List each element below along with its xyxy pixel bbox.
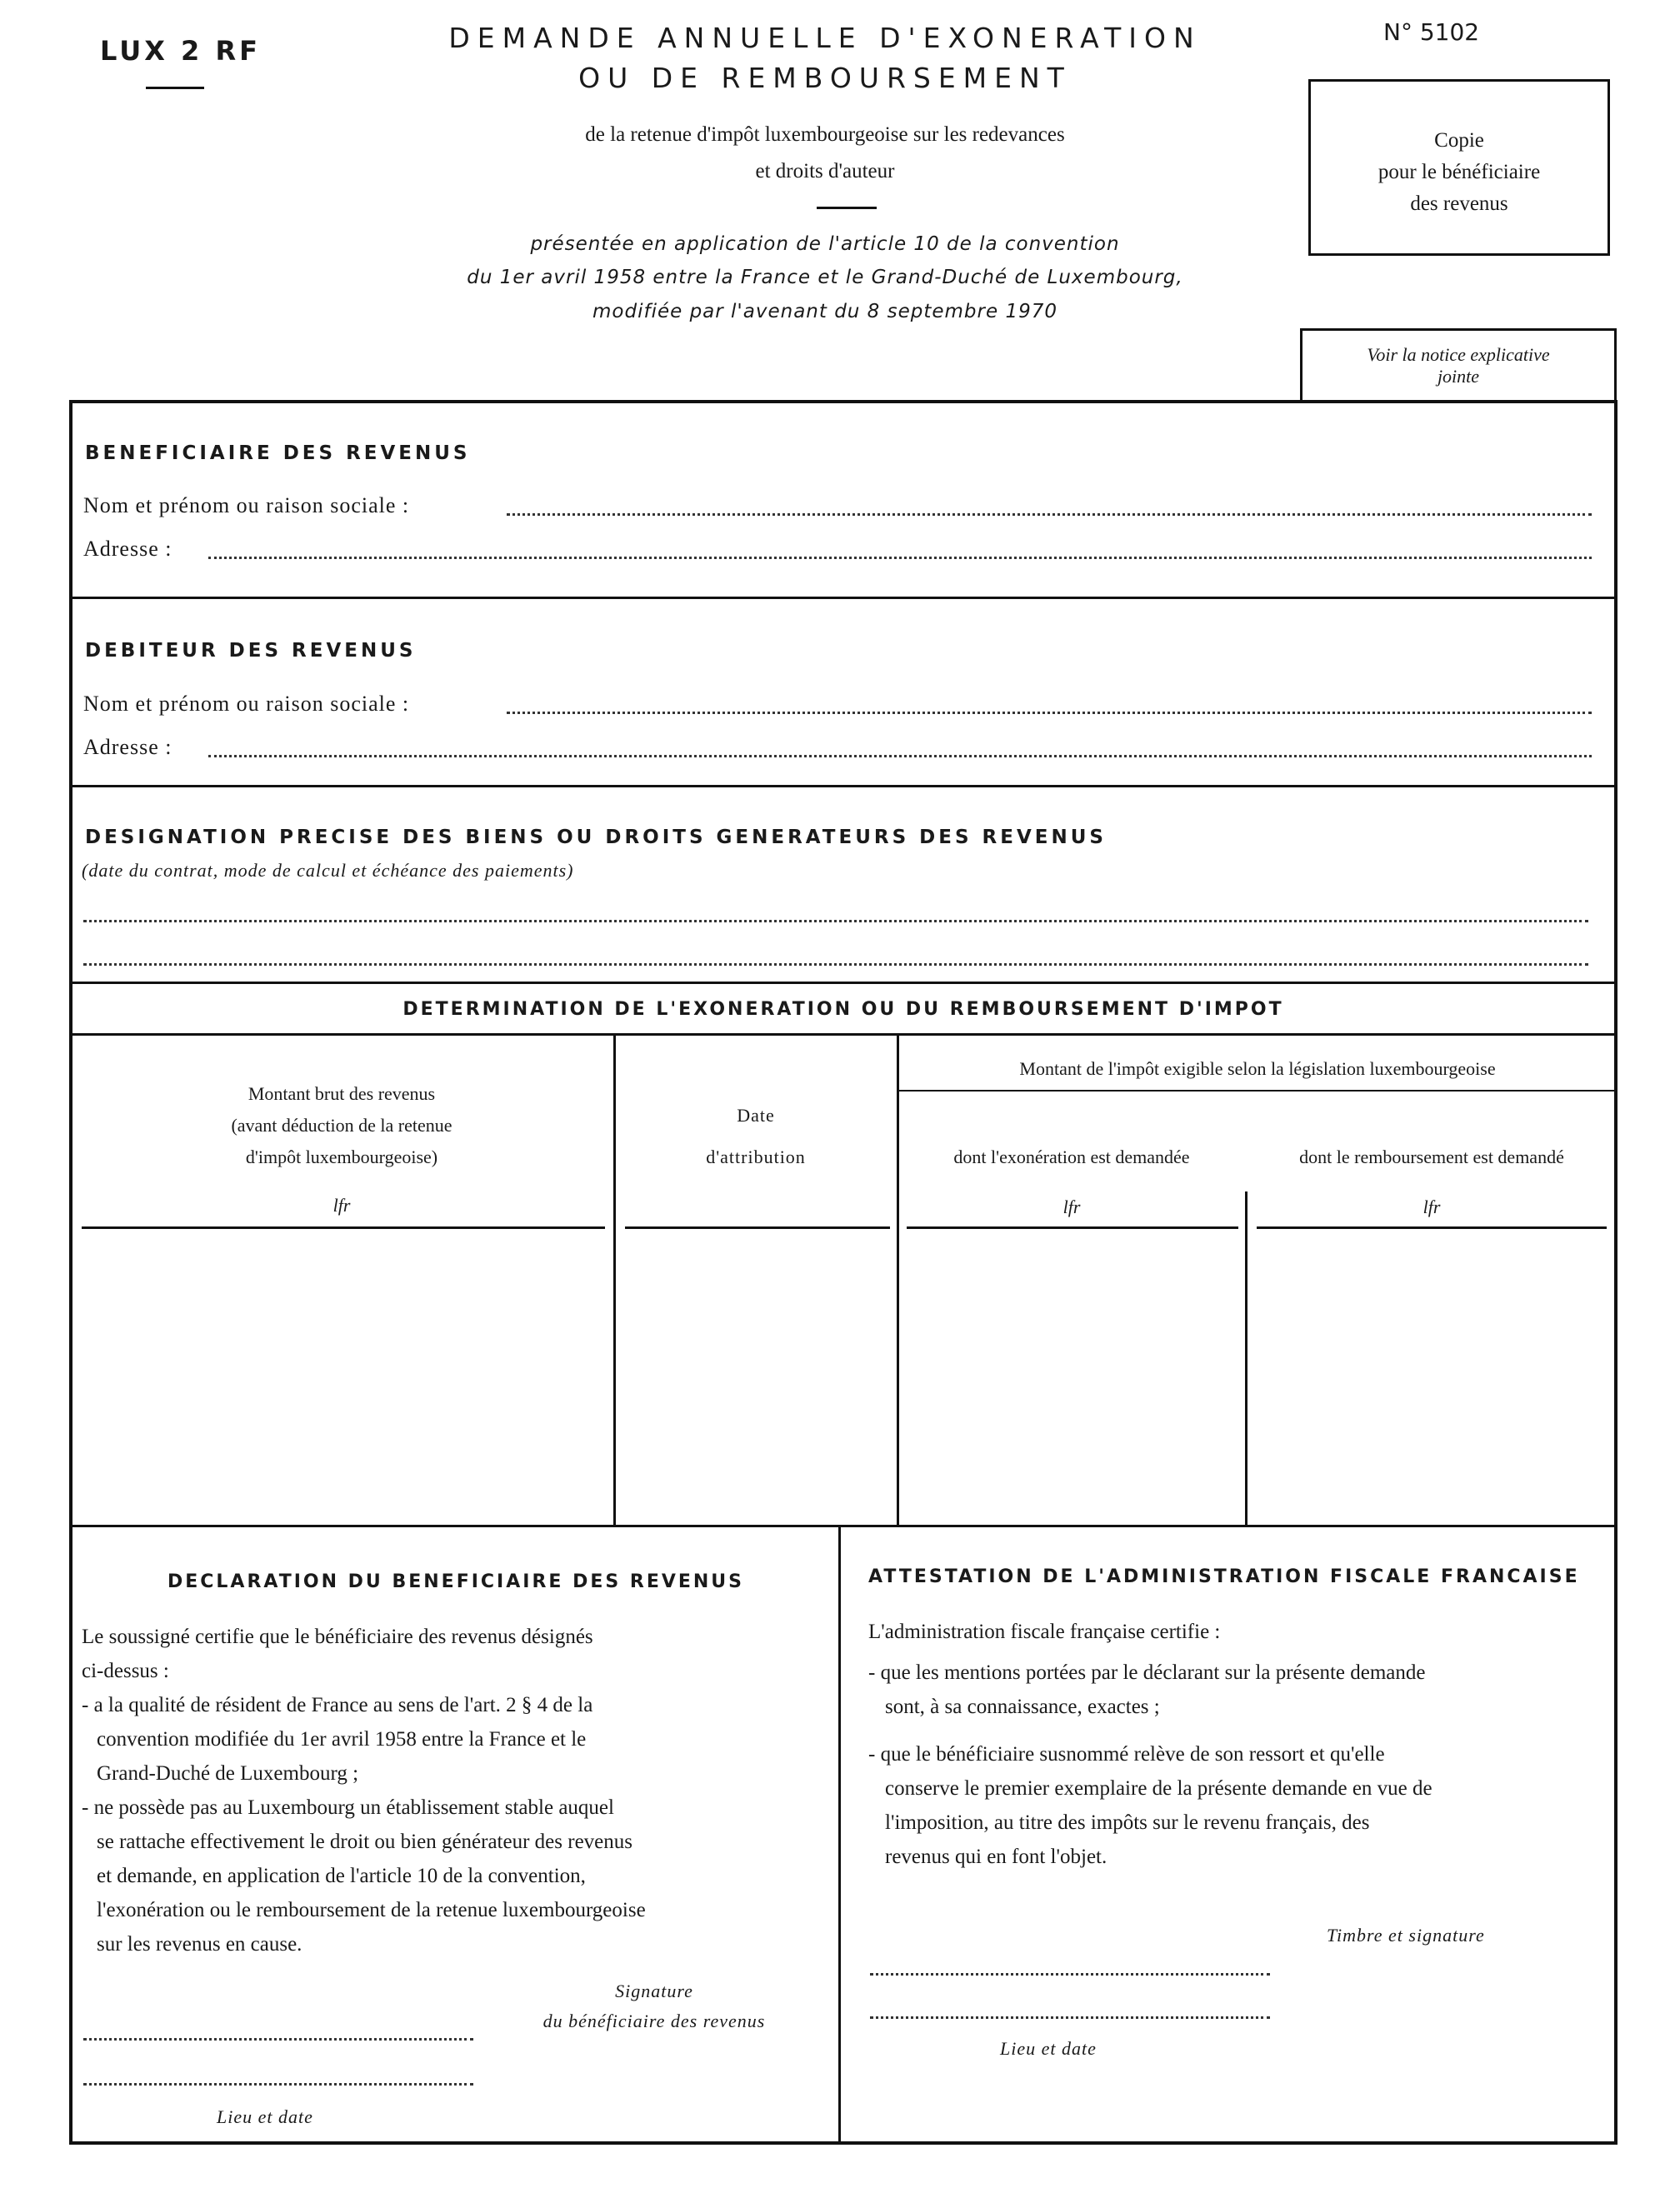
col-date-line2: d'attribution	[706, 1146, 806, 1167]
debiteur-address-label: Adresse :	[83, 735, 172, 759]
declaration-signature-field[interactable]	[83, 2038, 473, 2041]
declaration-intro-line1: Le soussigné certifie que le bénéficiaire des revenus désignés	[82, 1626, 593, 1648]
debiteur-name-field[interactable]	[507, 712, 1592, 714]
debiteur-name-label: Nom et prénom ou raison sociale :	[83, 692, 410, 716]
beneficiaire-name-field[interactable]	[507, 513, 1592, 516]
attestation-stamp-field[interactable]	[870, 1973, 1270, 1976]
declaration-item1-line2: convention modifiée du 1er avril 1958 entre la France et le	[97, 1728, 587, 1751]
subtitle-line2: et droits d'auteur	[755, 160, 895, 182]
declaration-item2-line1: - ne possède pas au Luxembourg un établissement stable auquel	[82, 1796, 614, 1819]
col-header-rule	[625, 1226, 890, 1229]
attestation-place-date-field[interactable]	[870, 2016, 1270, 2019]
beneficiaire-section-title: BENEFICIAIRE DES REVENUS	[85, 442, 471, 464]
tax-amount-group-header: Montant de l'impôt exigible selon la législation luxembourgeoise	[1019, 1058, 1496, 1079]
section-divider	[71, 1525, 1616, 1527]
beneficiaire-address-field[interactable]	[208, 557, 1592, 559]
form-title-line2: OU DE REMBOURSEMENT	[578, 62, 1072, 94]
declaration-item2-line2: se rattache effectivement le droit ou bien générateur des revenus	[97, 1831, 632, 1853]
gross-amount-cell[interactable]	[82, 1231, 605, 1523]
legal-line3: modifiée par l'avenant du 8 septembre 1970	[592, 301, 1058, 322]
col-gross-amount-header	[83, 1078, 600, 1173]
designation-note: (date du contrat, mode de calcul et échéance des paiements)	[82, 860, 574, 881]
attestation-stamp-label: Timbre et signature	[1327, 1925, 1485, 1946]
col-exemption-header: dont l'exonération est demandée	[953, 1146, 1190, 1167]
declaration-place-date-field[interactable]	[83, 2083, 473, 2086]
beneficiaire-address-label: Adresse :	[83, 537, 172, 561]
section-divider	[71, 597, 1616, 599]
bottom-column-separator	[838, 1526, 841, 2143]
subtitle-rule	[817, 207, 877, 209]
notice-line1: Voir la notice explicative	[1367, 344, 1550, 365]
col-gross-unit: lfr	[332, 1195, 351, 1216]
declaration-place-date-label: Lieu et date	[217, 2106, 313, 2127]
debiteur-address-field[interactable]	[208, 755, 1592, 757]
form-code-rule	[146, 87, 204, 89]
designation-field-line1[interactable]	[83, 920, 1588, 922]
declaration-signature-line2: du bénéficiaire des revenus	[542, 2011, 766, 2031]
col-header-rule	[82, 1226, 605, 1229]
attestation-section-title: ATTESTATION DE L'ADMINISTRATION FISCALE FRANCAISE	[868, 1566, 1580, 1587]
declaration-signature-line1: Signature	[615, 1981, 693, 2001]
attestation-text	[868, 1615, 1610, 1874]
beneficiaire-name-label: Nom et prénom ou raison sociale :	[83, 493, 410, 517]
notice-line2: jointe	[1437, 366, 1480, 387]
col-gross-line2: (avant déduction de la retenue	[231, 1115, 452, 1136]
debiteur-section-title: DEBITEUR DES REVENUS	[85, 640, 417, 662]
designation-field-line2[interactable]	[83, 963, 1588, 966]
section-divider	[71, 982, 1616, 984]
attestation-item2-line4: revenus qui en font l'objet.	[885, 1846, 1108, 1868]
legal-line2: du 1er avril 1958 entre la France et le Grand-Duché de Luxembourg,	[467, 267, 1183, 288]
column-separator	[613, 1035, 616, 1526]
copy-line2: pour le bénéficiaire	[1378, 161, 1541, 183]
col-gross-line1: Montant brut des revenus	[248, 1083, 436, 1104]
column-separator	[897, 1035, 899, 1526]
col-exemption-unit: lfr	[1062, 1196, 1081, 1217]
col-refund-unit: lfr	[1422, 1196, 1441, 1217]
attestation-intro: L'administration fiscale française certifie :	[868, 1621, 1221, 1643]
declaration-item1-line3: Grand-Duché de Luxembourg ;	[97, 1762, 359, 1785]
col-date-header	[617, 1095, 895, 1178]
copy-line3: des revenus	[1410, 192, 1508, 215]
form-title-line1: DEMANDE ANNUELLE D'EXONERATION	[448, 22, 1202, 54]
form-number: N° 5102	[1383, 18, 1480, 46]
attestation-item1-line2: sont, à sa connaissance, exactes ;	[885, 1696, 1160, 1718]
col-gross-line3: d'impôt luxembourgeoise)	[245, 1146, 438, 1167]
declaration-section-title: DECLARATION DU BENEFICIAIRE DES REVENUS	[167, 1571, 745, 1592]
attestation-place-date-label: Lieu et date	[1000, 2038, 1097, 2059]
declaration-intro-line2: ci-dessus :	[82, 1660, 169, 1682]
section-divider	[71, 785, 1616, 787]
determination-section-title: DETERMINATION DE L'EXONERATION OU DU REMBOURSEMENT D'IMPOT	[402, 999, 1284, 1020]
subtitle-line1: de la retenue d'impôt luxembourgeoise sur les redevances	[585, 123, 1065, 146]
declaration-signature-label	[500, 1976, 808, 2036]
declaration-item2-line4: l'exonération ou le remboursement de la retenue luxembourgeoise	[97, 1899, 646, 1921]
declaration-item2-line3: et demande, en application de l'article 10 de la convention,	[97, 1865, 586, 1887]
column-separator	[1245, 1191, 1248, 1526]
copy-box	[1308, 79, 1610, 256]
col-refund-header: dont le remboursement est demandé	[1299, 1146, 1564, 1167]
attribution-date-cell[interactable]	[625, 1231, 890, 1523]
attestation-item2-line2: conserve le premier exemplaire de la présente demande en vue de	[885, 1777, 1432, 1800]
group-header-rule	[898, 1090, 1616, 1092]
attestation-item1-line1: - que les mentions portées par le déclarant sur la présente demande	[868, 1661, 1426, 1684]
col-header-rule	[907, 1226, 1238, 1229]
declaration-item2-line5: sur les revenus en cause.	[97, 1933, 302, 1956]
notice-box	[1300, 328, 1617, 400]
refund-amount-cell[interactable]	[1257, 1231, 1607, 1523]
attestation-item2-line3: l'imposition, au titre des impôts sur le revenu français, des	[885, 1811, 1370, 1834]
col-date-line1: Date	[737, 1105, 775, 1126]
section-divider	[71, 1033, 1616, 1036]
exemption-amount-cell[interactable]	[907, 1231, 1238, 1523]
form-code: LUX 2 RF	[100, 35, 261, 67]
designation-section-title: DESIGNATION PRECISE DES BIENS OU DROITS GENERATEURS DES REVENUS	[85, 827, 1107, 848]
declaration-item1-line1: - a la qualité de résident de France au sens de l'art. 2 § 4 de la	[82, 1694, 593, 1716]
col-header-rule	[1257, 1226, 1607, 1229]
legal-line1: présentée en application de l'article 10 de la convention	[530, 233, 1120, 255]
declaration-text	[82, 1620, 832, 1961]
attestation-item2-line1: - que le bénéficiaire susnommé relève de son ressort et qu'elle	[868, 1743, 1385, 1766]
copy-line1: Copie	[1434, 129, 1484, 152]
